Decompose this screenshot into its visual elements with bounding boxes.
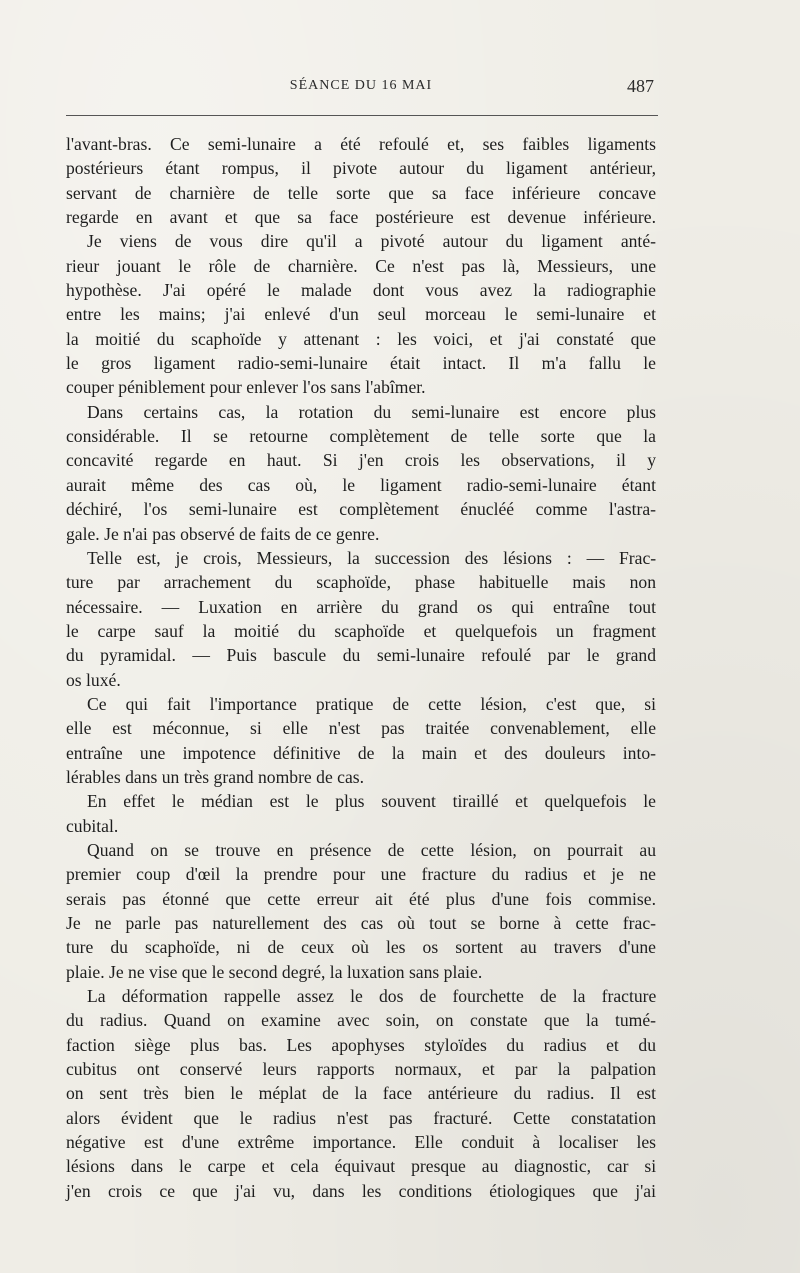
text-line: cubitus ont conservé leurs rapports normaux, et par la palpation bbox=[66, 1059, 656, 1080]
text-line: servant de charnière de telle sorte que sa face inférieure concave bbox=[66, 182, 656, 203]
text-line: l'avant-bras. Ce semi-lunaire a été refoulé et, ses faibles ligaments bbox=[66, 134, 656, 154]
text-line: cubital. bbox=[66, 815, 119, 836]
paragraph bbox=[66, 984, 656, 1203]
page-number: 487 bbox=[627, 76, 654, 96]
text-line: Dans certains cas, la rotation du semi-lunaire est encore plus bbox=[87, 401, 656, 422]
text-line: gale. Je n'ai pas observé de faits de ce genre. bbox=[66, 523, 380, 544]
text-line: premier coup d'œil la prendre pour une fracture du radius et je ne bbox=[66, 864, 656, 885]
text-line: hypothèse. J'ai opéré le malade dont vous avez la radiographie bbox=[66, 280, 656, 301]
text-line: Quand on se trouve en présence de cette lésion, on pourrait au bbox=[87, 839, 656, 860]
text-line: du radius. Quand on examine avec soin, on constate que la tumé- bbox=[66, 1010, 656, 1031]
text-line: faction siège plus bas. Les apophyses styloïdes du radius et du bbox=[66, 1034, 656, 1055]
text-line: la moitié du scaphoïde y attenant : les voici, et j'ai constaté que bbox=[66, 328, 656, 349]
paragraph bbox=[66, 692, 656, 789]
text-line: En effet le médian est le plus souvent tiraillé et quelquefois le bbox=[87, 791, 656, 812]
text-line: Je viens de vous dire qu'il a pivoté autour du ligament anté- bbox=[87, 231, 656, 252]
header-rule bbox=[66, 115, 658, 116]
text-line: Telle est, je crois, Messieurs, la succession des lésions : — Frac- bbox=[87, 547, 657, 568]
text-line: lérables dans un très grand nombre de cas. bbox=[66, 766, 365, 787]
text-line: rieur jouant le rôle de charnière. Ce n'est pas là, Messieurs, une bbox=[66, 255, 656, 276]
text-line: La déformation rappelle assez le dos de fourchette de la fracture bbox=[87, 986, 657, 1007]
running-title: SÉANCE DU 16 MAI bbox=[289, 78, 433, 93]
text-line: elle est méconnue, si elle n'est pas traitée convenablement, elle bbox=[66, 718, 656, 739]
text-line: négative est d'une extrême importance. Elle conduit à localiser les bbox=[66, 1132, 656, 1153]
text-line: serais pas étonné que cette erreur ait été plus d'une fois commise. bbox=[66, 888, 656, 909]
text-line: déchiré, l'os semi-lunaire est complètement énucléé comme l'astra- bbox=[66, 499, 656, 520]
text-line: os luxé. bbox=[66, 669, 121, 690]
text-line: Je ne parle pas naturellement des cas où tout se borne à cette frac- bbox=[66, 913, 656, 933]
text-line: concavité regarde en haut. Si j'en crois les observations, il y bbox=[66, 450, 656, 471]
text-line: considérable. Il se retourne complètement de telle sorte que la bbox=[66, 426, 656, 447]
text-line: ture par arrachement du scaphoïde, phase habituelle mais non bbox=[66, 572, 656, 593]
text-line: plaie. Je ne vise que le second degré, la luxation sans plaie. bbox=[66, 961, 483, 982]
paragraph bbox=[66, 838, 656, 984]
text-line: le gros ligament radio-semi-lunaire était intact. Il m'a fallu le bbox=[66, 353, 656, 374]
text-line: aurait même des cas où, le ligament radio-semi-lunaire étant bbox=[66, 474, 656, 495]
body-text bbox=[66, 132, 656, 1203]
paragraph bbox=[66, 546, 656, 692]
paragraph bbox=[66, 229, 656, 399]
text-line: nécessaire. — Luxation en arrière du grand os qui entraîne tout bbox=[66, 596, 656, 617]
text-line: alors évident que le radius n'est pas fracturé. Cette constatation bbox=[66, 1107, 656, 1128]
text-line: j'en crois ce que j'ai vu, dans les conditions étiologiques que j'ai bbox=[66, 1180, 656, 1201]
text-line: ture du scaphoïde, ni de ceux où les os sortent au travers d'une bbox=[66, 937, 656, 958]
paragraph bbox=[66, 789, 656, 838]
paragraph bbox=[66, 400, 656, 546]
paragraph bbox=[66, 132, 656, 229]
text-line: couper péniblement pour enlever l'os sans l'abîmer. bbox=[66, 377, 426, 398]
text-line: le carpe sauf la moitié du scaphoïde et quelquefois un fragment bbox=[66, 620, 656, 641]
text-line: postérieurs étant rompus, il pivote autour du ligament antérieur, bbox=[66, 158, 656, 179]
text-line: lésions dans le carpe et cela équivaut presque au diagnostic, car si bbox=[66, 1156, 657, 1177]
text-line: Ce qui fait l'importance pratique de cette lésion, c'est que, si bbox=[87, 693, 656, 714]
text-line: entraîne une impotence définitive de la main et des douleurs into- bbox=[66, 742, 656, 763]
text-line: on sent très bien le méplat de la face antérieure du radius. Il est bbox=[66, 1083, 656, 1104]
page-header bbox=[66, 74, 656, 102]
text-line: regarde en avant et que sa face postérieure est devenue inférieure. bbox=[66, 207, 656, 228]
text-line: du pyramidal. — Puis bascule du semi-lunaire refoulé par le grand bbox=[66, 645, 656, 666]
text-line: entre les mains; j'ai enlevé d'un seul morceau le semi-lunaire et bbox=[66, 304, 656, 325]
